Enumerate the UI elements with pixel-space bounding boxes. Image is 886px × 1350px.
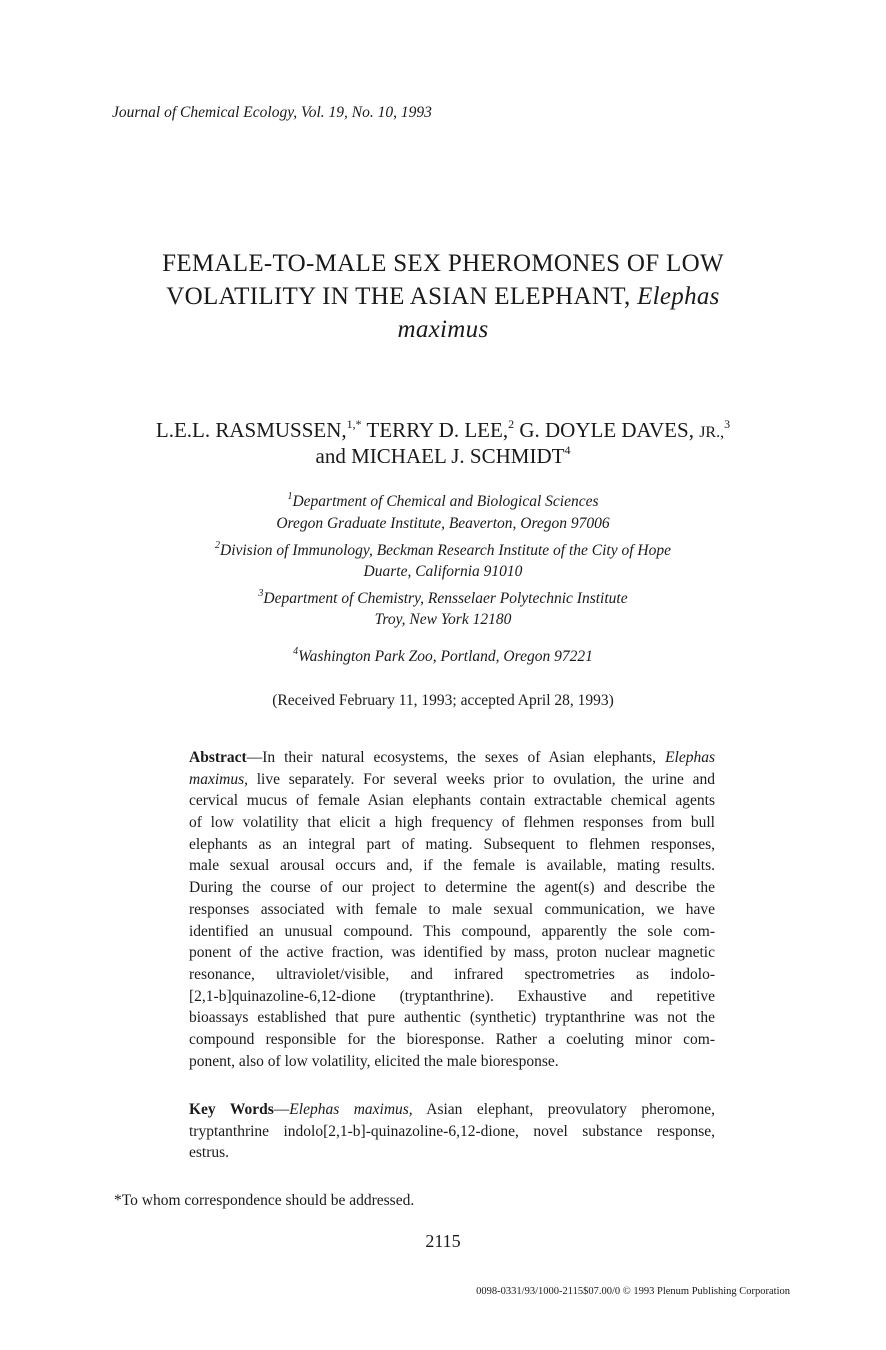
affiliation-2-line-1 (100, 540, 786, 562)
abstract-line: responses associated with female to male sexual communication, we have (189, 900, 715, 918)
affiliation-4-line-1 (100, 646, 786, 668)
affiliation-1-num: 1 (287, 491, 293, 502)
abstract-line: male sexual arousal occurs and, if the female is available, mating results. (189, 857, 715, 875)
affiliation-3-line-2: Troy, New York 12180 (374, 611, 512, 628)
keywords-line (189, 1099, 715, 1121)
keywords-line-text: Asian elephant, preovulatory pheromone, (412, 1101, 715, 1118)
abstract-line (189, 769, 715, 791)
abstract-line: resonance, ultraviolet/visible, and infrared spectrometries as indolo- (189, 965, 715, 983)
article-title-line-2 (100, 280, 786, 313)
keywords-italic-terms: Elephas maximus, (289, 1101, 413, 1118)
abstract-line-text: —In their natural ecosystems, the sexes of Asian elephants, (246, 749, 657, 766)
abstract-line: [2,1-b]quinazoline-6,12-dione (tryptanthrine). Exhaustive and repetitive (189, 987, 715, 1005)
abstract-line: compound responsible for the bioresponse. Rather a coeluting minor com- (189, 1030, 715, 1048)
author-daves-suffix: JR., (699, 424, 725, 441)
article-title-main: VOLATILITY IN THE ASIAN ELEPHANT, (166, 283, 631, 310)
keywords-line: estrus. (189, 1144, 230, 1162)
affiliation-4-text: Washington Park Zoo, Portland, Oregon 97221 (298, 648, 593, 665)
abstract-line: ponent of the active fraction, was identified by mass, proton nuclear magnetic (189, 944, 715, 962)
article-title-genus: Elephas (637, 283, 720, 310)
abstract-line-text: live separately. For several weeks prior to ovulation, the urine and (256, 770, 715, 788)
article-title-line-3: maximus (397, 316, 489, 343)
affiliation-2-line-2: Duarte, California 91010 (363, 563, 523, 580)
correspondence-footnote: *To whom correspondence should be addressed. (114, 1192, 415, 1209)
abstract-line: bioassays established that pure authentic (synthetic) tryptanthrine was not the (189, 1009, 715, 1027)
author-lee-sup: 2 (508, 417, 515, 431)
keywords-block (189, 1099, 715, 1164)
author-daves-sup: 3 (724, 417, 731, 431)
author-schmidt-sup: 4 (564, 443, 571, 457)
received-dates: (Received February 11, 1993; accepted April 28, 1993) (272, 692, 614, 709)
abstract-line: identified an unusual compound. This compound, apparently the sole com- (189, 922, 715, 940)
affiliation-1-line-2: Oregon Graduate Institute, Beaverton, Oregon 97006 (276, 515, 610, 532)
abstract-line: elephants as an integral part of mating. Subsequent to flehmen responses, (189, 835, 715, 853)
keywords-line: tryptanthrine indolo[2,1-b]-quinazoline-6,12-dione, novel substance response, (189, 1122, 715, 1140)
abstract-species: maximus, (189, 770, 248, 788)
affiliation-2-num: 2 (215, 540, 220, 551)
author-schmidt: MICHAEL J. SCHMIDT (351, 444, 565, 468)
article-title-line-1: FEMALE-TO-MALE SEX PHEROMONES OF LOW (162, 250, 724, 277)
abstract-line: During the course of our project to determine the agent(s) and describe the (189, 879, 715, 897)
author-daves: G. DOYLE DAVES, (519, 418, 694, 442)
keywords-dash: — (273, 1101, 290, 1118)
affiliation-4-num: 4 (293, 646, 299, 657)
abstract-block (189, 747, 715, 1072)
affiliation-2-text: Division of Immunology, Beckman Research Institute of the City of Hope (220, 542, 671, 559)
affiliation-1-line-1 (100, 491, 786, 513)
abstract-line (189, 747, 715, 769)
page-number: 2115 (425, 1231, 461, 1251)
abstract-line: of low volatility that elicit a high frequency of flehmen responses from bull (189, 814, 715, 832)
author-rasmussen: L.E.L. RASMUSSEN, (155, 418, 347, 442)
abstract-line: cervical mucus of female Asian elephants contain extractable chemical agents (189, 792, 715, 810)
copyright-line: 0098-0331/93/1000-2115$07.00/0 © 1993 Plenum Publishing Corporation (476, 1286, 790, 1297)
abstract-line: ponent, also of low volatility, elicited the male bioresponse. (189, 1052, 559, 1070)
journal-citation: Journal of Chemical Ecology, Vol. 19, No. 10, 1993 (112, 104, 432, 121)
affiliation-1-text: Department of Chemical and Biological Sciences (292, 493, 599, 510)
affiliation-3-text: Department of Chemistry, Rensselaer Polytechnic Institute (263, 590, 628, 607)
author-line-2 (60, 442, 826, 470)
author-lee: TERRY D. LEE, (366, 418, 509, 442)
abstract-label: Abstract (189, 749, 247, 766)
author-and: and (315, 444, 346, 468)
affiliation-3-num: 3 (258, 588, 264, 599)
keywords-label: Key Words (189, 1101, 274, 1118)
affiliation-3-line-1 (100, 588, 786, 610)
abstract-genus: Elephas (665, 749, 715, 766)
author-rasmussen-sup: 1,* (346, 417, 362, 431)
